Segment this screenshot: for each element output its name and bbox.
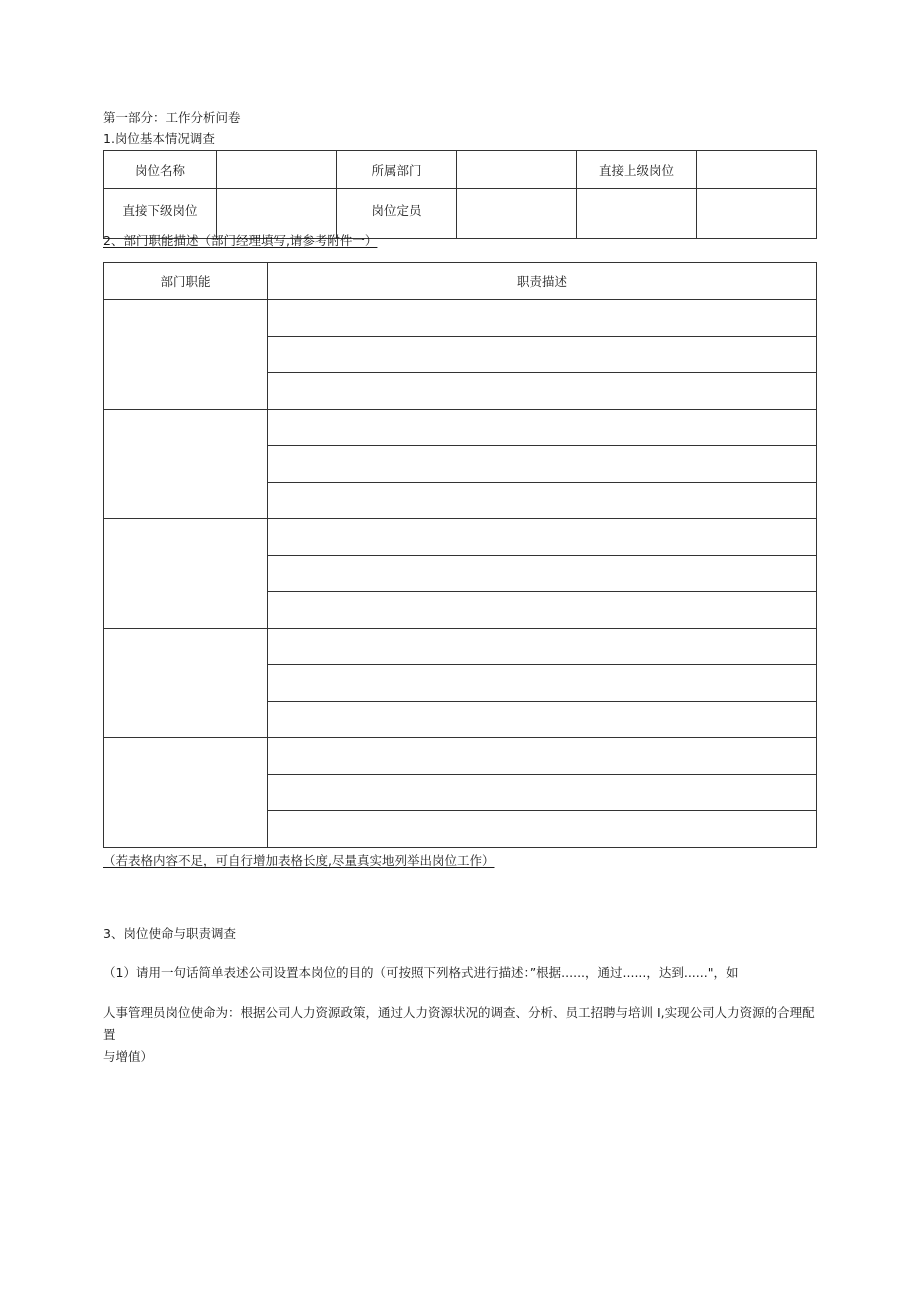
section2-heading: 2、部门职能描述（部门经理填写,请参考附件一）	[103, 233, 378, 248]
function-cell[interactable]	[104, 519, 268, 629]
label-direct-subordinate: 直接下级岗位	[104, 189, 217, 239]
duty-cell[interactable]	[268, 300, 817, 337]
column-header-duty: 职责描述	[268, 263, 817, 300]
table-row	[104, 409, 817, 446]
section1-heading: 1.岗位基本情况调查	[103, 131, 215, 146]
duty-cell[interactable]	[268, 628, 817, 665]
duty-cell[interactable]	[268, 373, 817, 410]
example-text	[103, 1002, 819, 1068]
duty-cell[interactable]	[268, 409, 817, 446]
question-1: （1）请用一句话简单表述公司设置本岗位的目的（可按照下列格式进行描述：”根据......，通过......，达到......"，如	[103, 965, 739, 980]
part-title: 第一部分：工作分析问卷	[103, 110, 241, 125]
duty-cell[interactable]	[268, 665, 817, 702]
duty-cell[interactable]	[268, 519, 817, 556]
table-note: （若表格内容不足，可自行增加表格长度,尽量真实地列举出岗位工作）	[103, 853, 495, 868]
table-header-row	[104, 263, 817, 300]
blank-cell[interactable]	[697, 189, 817, 239]
duty-cell[interactable]	[268, 738, 817, 775]
table-row	[104, 151, 817, 189]
label-direct-superior: 直接上级岗位	[577, 151, 697, 189]
example-line-2: 与增值）	[103, 1049, 154, 1064]
duty-cell[interactable]	[268, 701, 817, 738]
label-headcount: 岗位定员	[337, 189, 457, 239]
table-row	[104, 519, 817, 556]
input-direct-subordinate[interactable]	[217, 189, 337, 239]
input-direct-superior[interactable]	[697, 151, 817, 189]
duty-cell[interactable]	[268, 482, 817, 519]
duty-cell[interactable]	[268, 336, 817, 373]
function-cell[interactable]	[104, 628, 268, 738]
function-cell[interactable]	[104, 738, 268, 848]
blank-cell[interactable]	[577, 189, 697, 239]
section3-heading: 3、岗位使命与职责调查	[103, 926, 236, 941]
input-position-name[interactable]	[217, 151, 337, 189]
basic-info-table	[103, 150, 817, 239]
function-cell[interactable]	[104, 300, 268, 410]
input-department[interactable]	[457, 151, 577, 189]
table-row	[104, 189, 817, 239]
department-function-table	[103, 262, 817, 848]
column-header-function: 部门职能	[104, 263, 268, 300]
duty-cell[interactable]	[268, 555, 817, 592]
function-cell[interactable]	[104, 409, 268, 519]
table-row	[104, 300, 817, 337]
label-department: 所属部门	[337, 151, 457, 189]
duty-cell[interactable]	[268, 774, 817, 811]
duty-cell[interactable]	[268, 811, 817, 848]
duty-table-body	[104, 300, 817, 848]
example-line-1: 人事管理员岗位使命为：根据公司人力资源政策，通过人力资源状况的调查、分析、员工招聘与培训 I,实现公司人力资源的合理配置	[103, 1005, 815, 1042]
table-row	[104, 628, 817, 665]
label-position-name: 岗位名称	[104, 151, 217, 189]
duty-cell[interactable]	[268, 592, 817, 629]
duty-cell[interactable]	[268, 446, 817, 483]
input-headcount[interactable]	[457, 189, 577, 239]
table-row	[104, 738, 817, 775]
